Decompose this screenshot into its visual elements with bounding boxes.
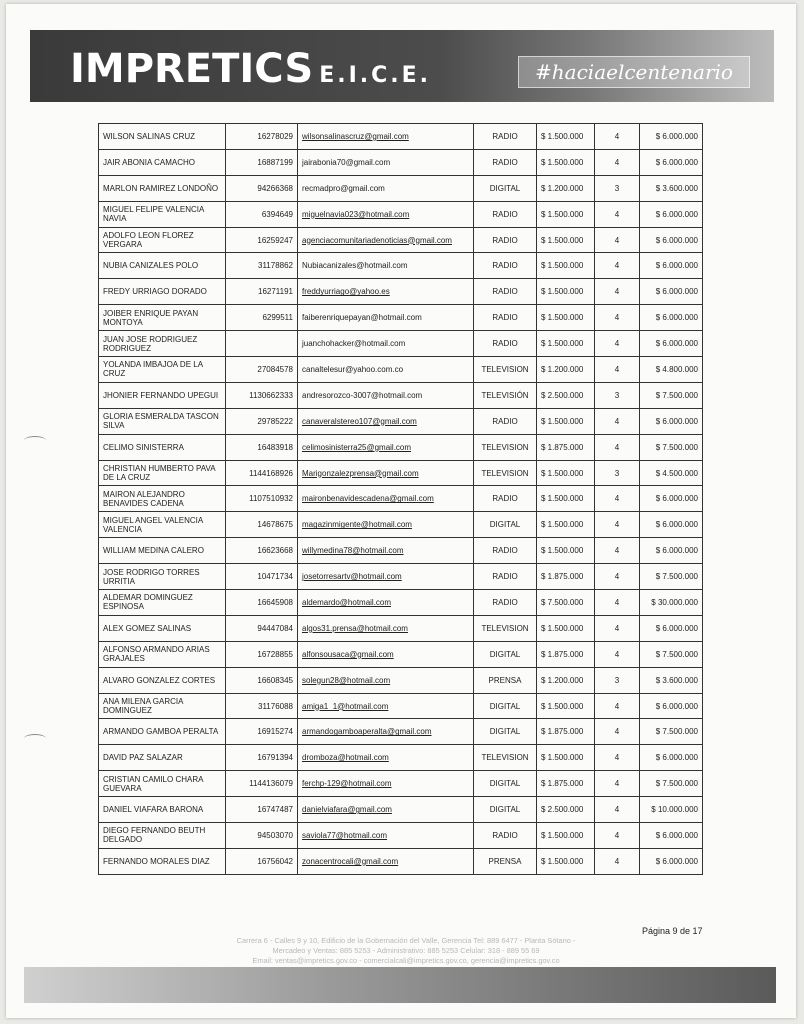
email-link[interactable]: celimosinisterra25@gmail.com	[302, 442, 412, 452]
cell-months: 4	[595, 434, 640, 460]
cell-name: JAIR ABONIA CAMACHO	[99, 149, 226, 175]
cell-months: 4	[595, 124, 640, 150]
email-link[interactable]: dromboza@hotmail.com	[302, 753, 389, 763]
cell-name: DANIEL VIAFARA BARONA	[99, 797, 226, 823]
cell-email	[298, 564, 474, 590]
email-link[interactable]: josetorresartv@hotmail.com	[302, 572, 402, 582]
cell-months: 4	[595, 201, 640, 227]
cell-months: 3	[595, 667, 640, 693]
cell-months: 4	[595, 149, 640, 175]
cell-id: 16915274	[226, 719, 298, 745]
cell-id: 16791394	[226, 745, 298, 771]
cell-name: CRISTIAN CAMILO CHARA GUEVARA	[99, 771, 226, 797]
cell-name: YOLANDA IMBAJOA DE LA CRUZ	[99, 357, 226, 383]
cell-months: 3	[595, 460, 640, 486]
cell-monthly-value: $ 1.500.000	[537, 149, 595, 175]
table-row	[99, 797, 703, 823]
cell-monthly-value: $ 1.500.000	[537, 615, 595, 641]
cell-medium: TELEVISION	[474, 615, 537, 641]
footer-address	[156, 936, 656, 966]
cell-id: 27084578	[226, 357, 298, 383]
cell-email	[298, 615, 474, 641]
table-row	[99, 641, 703, 667]
cell-monthly-value: $ 1.875.000	[537, 641, 595, 667]
cell-name: WILLIAM MEDINA CALERO	[99, 538, 226, 564]
cell-email: andresorozco-3007@hotmail.com	[298, 382, 474, 408]
cell-email	[298, 848, 474, 874]
cell-id	[226, 331, 298, 357]
cell-email	[298, 408, 474, 434]
table-row	[99, 771, 703, 797]
cell-medium: DIGITAL	[474, 719, 537, 745]
cell-id: 1107510932	[226, 486, 298, 512]
cell-months: 4	[595, 641, 640, 667]
table-row	[99, 460, 703, 486]
email-link[interactable]: danielviafara@gmail.com	[302, 805, 392, 815]
cell-total: $ 6.000.000	[640, 693, 703, 719]
table-row	[99, 149, 703, 175]
cell-months: 4	[595, 331, 640, 357]
cell-id: 14678675	[226, 512, 298, 538]
cell-monthly-value: $ 1.200.000	[537, 175, 595, 201]
cell-medium: DIGITAL	[474, 641, 537, 667]
cell-email: Nubiacanizales@hotmail.com	[298, 253, 474, 279]
cell-monthly-value: $ 1.500.000	[537, 124, 595, 150]
footer-banner	[24, 967, 776, 1003]
cell-email	[298, 641, 474, 667]
cell-medium: RADIO	[474, 486, 537, 512]
cell-medium: RADIO	[474, 823, 537, 849]
email-link[interactable]: willymedina78@hotmail.com	[302, 546, 404, 556]
cell-medium: DIGITAL	[474, 693, 537, 719]
email-link[interactable]: algos31.prensa@hotmail.com	[302, 623, 408, 633]
cell-months: 3	[595, 382, 640, 408]
cell-months: 4	[595, 797, 640, 823]
cell-name: ARMANDO GAMBOA PERALTA	[99, 719, 226, 745]
cell-total: $ 6.000.000	[640, 408, 703, 434]
cell-total: $ 6.000.000	[640, 512, 703, 538]
cell-months: 4	[595, 279, 640, 305]
cell-monthly-value: $ 1.500.000	[537, 408, 595, 434]
email-link[interactable]: freddyurriago@yahoo.es	[302, 287, 390, 297]
cell-medium: RADIO	[474, 408, 537, 434]
table-row	[99, 564, 703, 590]
cell-months: 4	[595, 771, 640, 797]
cell-months: 4	[595, 227, 640, 253]
table-row	[99, 305, 703, 331]
cell-name: ALDEMAR DOMINGUEZ ESPINOSA	[99, 590, 226, 616]
header-banner	[30, 30, 774, 102]
hashtag-badge: #haciaelcentenario	[518, 56, 750, 88]
cell-medium: RADIO	[474, 590, 537, 616]
cell-monthly-value: $ 2.500.000	[537, 797, 595, 823]
cell-id: 16756042	[226, 848, 298, 874]
cell-medium: RADIO	[474, 331, 537, 357]
table-row	[99, 719, 703, 745]
table-row	[99, 434, 703, 460]
cell-email	[298, 512, 474, 538]
table-row	[99, 124, 703, 150]
impretics-logo	[70, 46, 431, 92]
cell-id: 16259247	[226, 227, 298, 253]
cell-medium: TELEVISIÓN	[474, 382, 537, 408]
cell-id: 94447084	[226, 615, 298, 641]
table-row	[99, 538, 703, 564]
cell-monthly-value: $ 1.500.000	[537, 460, 595, 486]
table-row	[99, 667, 703, 693]
table-row	[99, 512, 703, 538]
cell-name: MIGUEL ANGEL VALENCIA VALENCIA	[99, 512, 226, 538]
cell-monthly-value: $ 1.500.000	[537, 693, 595, 719]
email-link[interactable]: aldemardo@hotmail.com	[302, 597, 392, 607]
table-row	[99, 745, 703, 771]
cell-total: $ 7.500.000	[640, 564, 703, 590]
cell-name: GLORIA ESMERALDA TASCON SILVA	[99, 408, 226, 434]
cell-email	[298, 719, 474, 745]
cell-total: $ 6.000.000	[640, 848, 703, 874]
cell-monthly-value: $ 7.500.000	[537, 590, 595, 616]
cell-name: JOIBER ENRIQUE PAYAN MONTOYA	[99, 305, 226, 331]
table-row	[99, 382, 703, 408]
cell-medium: DIGITAL	[474, 175, 537, 201]
cell-id: 29785222	[226, 408, 298, 434]
cell-id: 16887199	[226, 149, 298, 175]
cell-id: 31178862	[226, 253, 298, 279]
margin-mark	[24, 436, 46, 445]
cell-name: WILSON SALINAS CRUZ	[99, 124, 226, 150]
cell-email	[298, 797, 474, 823]
cell-months: 4	[595, 823, 640, 849]
cell-medium: DIGITAL	[474, 512, 537, 538]
cell-total: $ 7.500.000	[640, 641, 703, 667]
cell-name: ALEX GOMEZ SALINAS	[99, 615, 226, 641]
cell-months: 3	[595, 175, 640, 201]
page-number: Página 9 de 17	[642, 926, 703, 936]
cell-monthly-value: $ 1.500.000	[537, 512, 595, 538]
cell-monthly-value: $ 1.875.000	[537, 434, 595, 460]
cell-total: $ 6.000.000	[640, 486, 703, 512]
table-row	[99, 331, 703, 357]
cell-medium: TELEVISION	[474, 357, 537, 383]
cell-months: 4	[595, 512, 640, 538]
cell-total: $ 6.000.000	[640, 279, 703, 305]
cell-monthly-value: $ 1.500.000	[537, 848, 595, 874]
cell-email	[298, 201, 474, 227]
cell-monthly-value: $ 1.500.000	[537, 538, 595, 564]
cell-name: ANA MILENA GARCIA DOMINGUEZ	[99, 693, 226, 719]
cell-monthly-value: $ 1.500.000	[537, 486, 595, 512]
cell-name: ADOLFO LEON FLOREZ VERGARA	[99, 227, 226, 253]
cell-id: 16728855	[226, 641, 298, 667]
cell-monthly-value: $ 1.500.000	[537, 331, 595, 357]
table-row	[99, 201, 703, 227]
footer-line: Carrera 6 - Calles 9 y 10, Edificio de la Gobernación del Valle, Gerencia Tel: 889 6477 - Planta Sótano -	[236, 936, 576, 945]
cell-total: $ 4.500.000	[640, 460, 703, 486]
email-link[interactable]: amiga1_1@hotmail.com	[302, 701, 389, 711]
cell-id: 94266368	[226, 175, 298, 201]
email-link[interactable]: solegun28@hotmail.com	[302, 675, 391, 685]
beneficiaries-table	[98, 123, 703, 875]
cell-total: $ 6.000.000	[640, 538, 703, 564]
cell-email	[298, 693, 474, 719]
cell-name: NUBIA CANIZALES POLO	[99, 253, 226, 279]
cell-monthly-value: $ 1.875.000	[537, 719, 595, 745]
cell-medium: TELEVISION	[474, 434, 537, 460]
cell-id: 31176088	[226, 693, 298, 719]
cell-total: $ 6.000.000	[640, 124, 703, 150]
cell-email: canaltelesur@yahoo.com.co	[298, 357, 474, 383]
cell-total: $ 30.000.000	[640, 590, 703, 616]
cell-monthly-value: $ 1.200.000	[537, 357, 595, 383]
cell-total: $ 6.000.000	[640, 745, 703, 771]
cell-name: MAIRON ALEJANDRO BENAVIDES CADENA	[99, 486, 226, 512]
email-link[interactable]: maironbenavidescadena@gmail.com	[302, 494, 434, 504]
cell-id: 16747487	[226, 797, 298, 823]
cell-monthly-value: $ 1.500.000	[537, 305, 595, 331]
cell-medium: TELEVISION	[474, 745, 537, 771]
cell-id: 16278029	[226, 124, 298, 150]
cell-name: JOSE RODRIGO TORRES URRITIA	[99, 564, 226, 590]
cell-email	[298, 667, 474, 693]
cell-name: JHONIER FERNANDO UPEGUI	[99, 382, 226, 408]
email-link[interactable]: saviola77@hotmail.com	[302, 830, 388, 840]
cell-name: ALFONSO ARMANDO ARIAS GRAJALES	[99, 641, 226, 667]
cell-months: 4	[595, 357, 640, 383]
cell-total: $ 7.500.000	[640, 719, 703, 745]
cell-total: $ 6.000.000	[640, 201, 703, 227]
cell-name: MARLON RAMIREZ LONDOÑO	[99, 175, 226, 201]
cell-monthly-value: $ 1.500.000	[537, 253, 595, 279]
cell-months: 4	[595, 719, 640, 745]
email-link[interactable]: wilsonsalinascruz@gmail.com	[302, 131, 409, 141]
footer-line: Mercadeo y Ventas: 885 5253 - Administrativo: 885 5253 Celular: 318 - 889 55 69	[272, 946, 540, 955]
cell-medium: TELEVISION	[474, 460, 537, 486]
cell-monthly-value: $ 1.875.000	[537, 564, 595, 590]
cell-email	[298, 823, 474, 849]
cell-id: 94503070	[226, 823, 298, 849]
cell-id: 16271191	[226, 279, 298, 305]
cell-total: $ 6.000.000	[640, 253, 703, 279]
cell-medium: DIGITAL	[474, 797, 537, 823]
cell-name: CHRISTIAN HUMBERTO PAVA DE LA CRUZ	[99, 460, 226, 486]
table-row	[99, 357, 703, 383]
email-link[interactable]: zonacentrocali@gmail.com	[302, 856, 399, 866]
cell-id: 16623668	[226, 538, 298, 564]
cell-medium: RADIO	[474, 564, 537, 590]
table-row	[99, 279, 703, 305]
cell-months: 4	[595, 615, 640, 641]
cell-total: $ 3.600.000	[640, 175, 703, 201]
logo-suffix-text: E.I.C.E.	[319, 63, 432, 88]
cell-id: 1144136079	[226, 771, 298, 797]
cell-email: jairabonia70@gmail.com	[298, 149, 474, 175]
cell-total: $ 6.000.000	[640, 615, 703, 641]
cell-name: FERNANDO MORALES DIAZ	[99, 848, 226, 874]
table-row	[99, 253, 703, 279]
cell-months: 4	[595, 486, 640, 512]
email-link[interactable]: magazinmigente@hotmail.com	[302, 520, 412, 530]
table-row	[99, 175, 703, 201]
cell-email	[298, 279, 474, 305]
cell-id: 10471734	[226, 564, 298, 590]
cell-medium: RADIO	[474, 227, 537, 253]
email-link[interactable]: ferchp-129@hotmail.com	[302, 779, 392, 789]
cell-total: $ 3.600.000	[640, 667, 703, 693]
table-row	[99, 848, 703, 874]
cell-months: 4	[595, 848, 640, 874]
cell-email	[298, 590, 474, 616]
cell-monthly-value: $ 2.500.000	[537, 382, 595, 408]
cell-id: 16483918	[226, 434, 298, 460]
cell-medium: RADIO	[474, 305, 537, 331]
cell-total: $ 6.000.000	[640, 149, 703, 175]
cell-medium: RADIO	[474, 201, 537, 227]
email-link[interactable]: Marigonzalezprensa@gmail.com	[302, 468, 419, 478]
cell-medium: PRENSA	[474, 667, 537, 693]
cell-total: $ 6.000.000	[640, 823, 703, 849]
cell-email: juanchohacker@hotmail.com	[298, 331, 474, 357]
cell-monthly-value: $ 1.875.000	[537, 771, 595, 797]
email-link[interactable]: canaveralstereo107@gmail.com	[302, 416, 417, 426]
cell-email	[298, 538, 474, 564]
table-row	[99, 408, 703, 434]
cell-monthly-value: $ 1.200.000	[537, 667, 595, 693]
table-row	[99, 486, 703, 512]
cell-name: FREDY URRIAGO DORADO	[99, 279, 226, 305]
table-row	[99, 693, 703, 719]
cell-total: $ 7.500.000	[640, 382, 703, 408]
cell-monthly-value: $ 1.500.000	[537, 227, 595, 253]
cell-email	[298, 434, 474, 460]
cell-months: 4	[595, 564, 640, 590]
table-row	[99, 823, 703, 849]
cell-months: 4	[595, 745, 640, 771]
cell-id: 6299511	[226, 305, 298, 331]
cell-total: $ 4.800.000	[640, 357, 703, 383]
cell-months: 4	[595, 590, 640, 616]
cell-id: 16645908	[226, 590, 298, 616]
cell-months: 4	[595, 305, 640, 331]
cell-name: MIGUEL FELIPE VALENCIA NAVIA	[99, 201, 226, 227]
cell-total: $ 10.000.000	[640, 797, 703, 823]
cell-medium: RADIO	[474, 149, 537, 175]
cell-email	[298, 227, 474, 253]
table-row	[99, 590, 703, 616]
logo-main-text: IMPRETICS	[70, 46, 314, 92]
cell-total: $ 6.000.000	[640, 305, 703, 331]
cell-total: $ 7.500.000	[640, 434, 703, 460]
cell-monthly-value: $ 1.500.000	[537, 823, 595, 849]
cell-medium: RADIO	[474, 253, 537, 279]
cell-total: $ 7.500.000	[640, 771, 703, 797]
cell-id: 1130662333	[226, 382, 298, 408]
footer-line: Email: ventas@impretics.gov.co - comercialcali@impretics.gov.co, gerencia@impretics.gov.co	[252, 956, 560, 965]
cell-id: 6394649	[226, 201, 298, 227]
cell-months: 4	[595, 253, 640, 279]
cell-monthly-value: $ 1.500.000	[537, 201, 595, 227]
cell-email	[298, 486, 474, 512]
cell-name: ALVARO GONZALEZ CORTES	[99, 667, 226, 693]
cell-months: 4	[595, 408, 640, 434]
cell-months: 4	[595, 693, 640, 719]
cell-id: 1144168926	[226, 460, 298, 486]
table-body	[99, 124, 703, 875]
cell-name: JUAN JOSE RODRIGUEZ RODRIGUEZ	[99, 331, 226, 357]
cell-name: CELIMO SINISTERRA	[99, 434, 226, 460]
cell-name: DIEGO FERNANDO BEUTH DELGADO	[99, 823, 226, 849]
cell-email	[298, 124, 474, 150]
cell-months: 4	[595, 538, 640, 564]
cell-medium: RADIO	[474, 279, 537, 305]
cell-medium: RADIO	[474, 538, 537, 564]
email-link[interactable]: armandogamboaperalta@gmail.com	[302, 727, 432, 737]
document-page	[6, 4, 796, 1018]
cell-email: faiberenriquepayan@hotmail.com	[298, 305, 474, 331]
cell-monthly-value: $ 1.500.000	[537, 745, 595, 771]
cell-email	[298, 460, 474, 486]
cell-total: $ 6.000.000	[640, 227, 703, 253]
cell-email	[298, 745, 474, 771]
table-row	[99, 615, 703, 641]
cell-name: DAVID PAZ SALAZAR	[99, 745, 226, 771]
margin-mark	[24, 734, 46, 743]
cell-id: 16608345	[226, 667, 298, 693]
email-link[interactable]: alfonsousaca@gmail.com	[302, 649, 394, 659]
email-link[interactable]: miguelnavia023@hotmail.com	[302, 209, 410, 219]
cell-medium: DIGITAL	[474, 771, 537, 797]
table-row	[99, 227, 703, 253]
cell-medium: PRENSA	[474, 848, 537, 874]
cell-email: recmadpro@gmail.com	[298, 175, 474, 201]
email-link[interactable]: agenciacomunitariadenoticias@gmail.com	[302, 235, 452, 245]
cell-medium: RADIO	[474, 124, 537, 150]
cell-total: $ 6.000.000	[640, 331, 703, 357]
cell-email	[298, 771, 474, 797]
cell-monthly-value: $ 1.500.000	[537, 279, 595, 305]
